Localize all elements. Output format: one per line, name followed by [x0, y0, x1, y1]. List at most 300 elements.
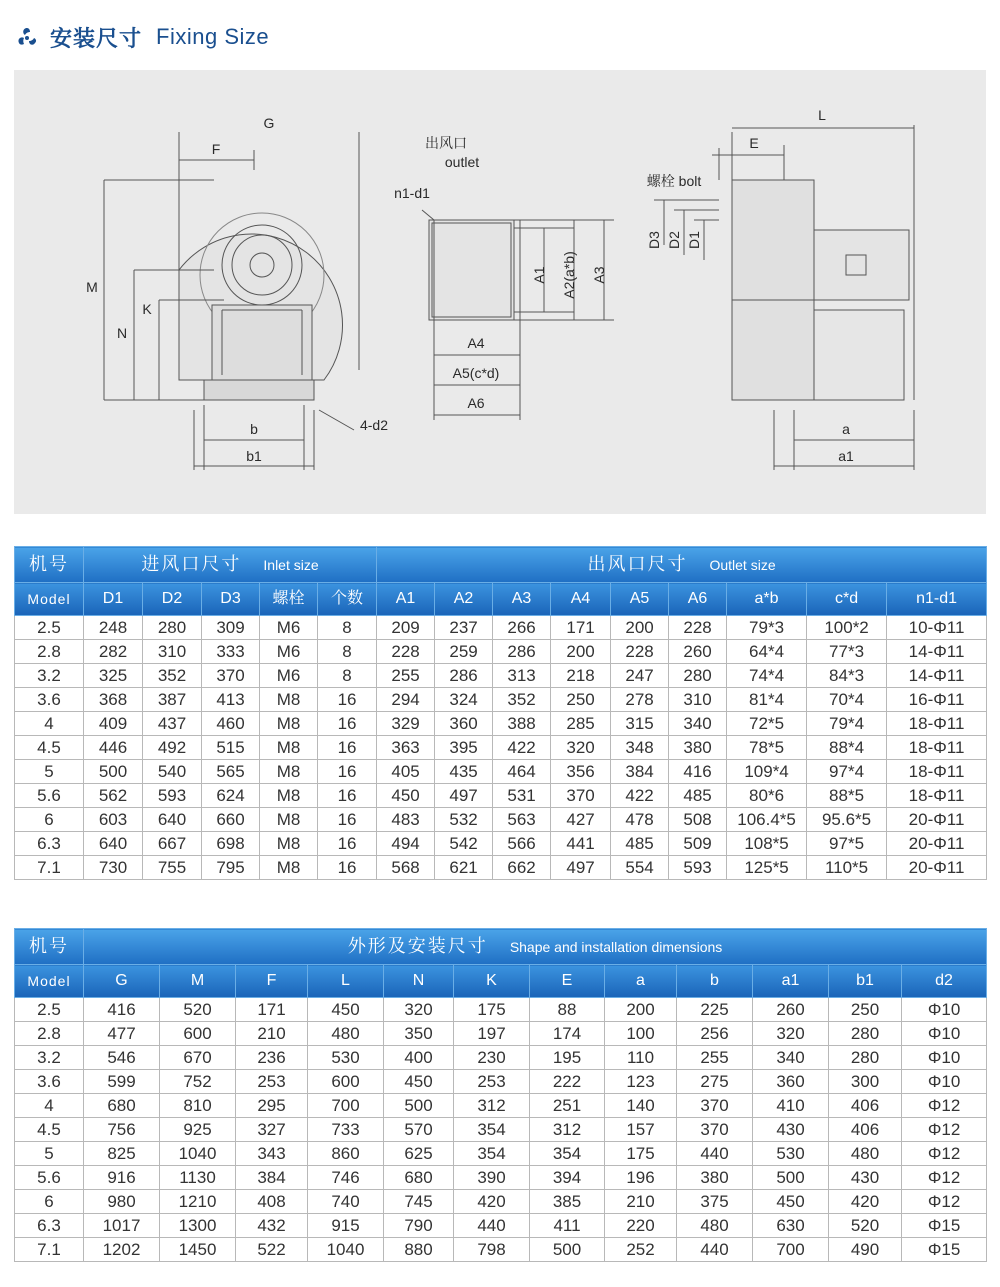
model-cell: 2.5: [15, 998, 84, 1022]
table-cell: 368: [84, 688, 143, 712]
table-cell: 280: [143, 616, 202, 640]
table-cell: 508: [669, 808, 727, 832]
table-cell: 522: [236, 1238, 308, 1262]
dim-d3: D3: [646, 231, 662, 249]
table-cell: 310: [143, 640, 202, 664]
table-cell: 532: [435, 808, 493, 832]
section-header: [14, 20, 269, 54]
column-header: c*d: [807, 583, 887, 616]
table-cell: 860: [308, 1142, 384, 1166]
table-cell: 430: [753, 1118, 829, 1142]
model-cell: 5: [15, 760, 84, 784]
table-cell: Φ12: [902, 1142, 987, 1166]
dim-d2-side: D2: [666, 231, 682, 249]
table-cell: 680: [84, 1094, 160, 1118]
table-cell: 237: [435, 616, 493, 640]
table-row: [15, 832, 987, 856]
model-cell: 7.1: [15, 1238, 84, 1262]
dim-b1: b1: [246, 448, 262, 464]
table-cell: 171: [236, 998, 308, 1022]
table-cell: Φ15: [902, 1214, 987, 1238]
table-cell: 492: [143, 736, 202, 760]
table-cell: 88*5: [807, 784, 887, 808]
drawing-canvas: [14, 70, 986, 514]
table-cell: 70*4: [807, 688, 887, 712]
table-cell: 360: [435, 712, 493, 736]
table-cell: 354: [454, 1142, 530, 1166]
technical-drawing: [14, 70, 986, 514]
dim-a1-outlet: A1: [531, 266, 547, 284]
table-cell: 20-Φ11: [887, 832, 987, 856]
table-row: [15, 1166, 987, 1190]
table-cell: 250: [551, 688, 611, 712]
table-row: [15, 1190, 987, 1214]
model-cell: 6: [15, 808, 84, 832]
column-header: L: [308, 965, 384, 998]
table-cell: 313: [493, 664, 551, 688]
table-cell: 416: [669, 760, 727, 784]
table-cell: 388: [493, 712, 551, 736]
table-cell: 174: [530, 1022, 605, 1046]
table-cell: 477: [84, 1022, 160, 1046]
table-cell: 200: [611, 616, 669, 640]
outlet-size-header: 出风口尺寸 Outlet size: [377, 547, 987, 583]
table-cell: 440: [677, 1142, 753, 1166]
column-header: A3: [493, 583, 551, 616]
table-cell: 200: [605, 998, 677, 1022]
table-cell: 10-Φ11: [887, 616, 987, 640]
table-cell: Φ15: [902, 1238, 987, 1262]
table-cell: 333: [202, 640, 260, 664]
table-cell: 600: [160, 1022, 236, 1046]
table-cell: M6: [260, 616, 318, 640]
dim-a3-outlet: A3: [591, 266, 607, 284]
table-row: [15, 664, 987, 688]
model-column-header: Model: [15, 965, 84, 998]
table-cell: 294: [377, 688, 435, 712]
table-cell: 798: [454, 1238, 530, 1262]
table-cell: 422: [493, 736, 551, 760]
table-cell: 275: [677, 1070, 753, 1094]
table-cell: 625: [384, 1142, 454, 1166]
table-cell: 78*5: [727, 736, 807, 760]
table-cell: 478: [611, 808, 669, 832]
table-cell: 280: [669, 664, 727, 688]
table-cell: 600: [308, 1070, 384, 1094]
table-cell: 72*5: [727, 712, 807, 736]
column-header: a*b: [727, 583, 807, 616]
table-cell: 405: [377, 760, 435, 784]
table-cell: 196: [605, 1166, 677, 1190]
table-cell: 563: [493, 808, 551, 832]
table-cell: 630: [753, 1214, 829, 1238]
dim-l: L: [818, 107, 826, 123]
table-row: [15, 1094, 987, 1118]
column-header: D2: [143, 583, 202, 616]
table-cell: 97*5: [807, 832, 887, 856]
dim-a2-outlet: A2(a*b): [561, 251, 577, 299]
table-cell: 14-Φ11: [887, 640, 987, 664]
table-cell: 16: [318, 688, 377, 712]
column-header: A6: [669, 583, 727, 616]
table-cell: 435: [435, 760, 493, 784]
table-cell: 312: [530, 1118, 605, 1142]
model-cell: 3.6: [15, 688, 84, 712]
table-cell: 380: [677, 1166, 753, 1190]
table-cell: 733: [308, 1118, 384, 1142]
dim-f: F: [211, 141, 221, 157]
table-cell: 485: [669, 784, 727, 808]
table-cell: 324: [435, 688, 493, 712]
table-row: [15, 1046, 987, 1070]
table-cell: 16: [318, 832, 377, 856]
shape-installation-table: [14, 928, 987, 1262]
table-cell: 325: [84, 664, 143, 688]
table-cell: 485: [611, 832, 669, 856]
table-cell: M8: [260, 688, 318, 712]
table-row: [15, 856, 987, 880]
table-cell: 370: [677, 1094, 753, 1118]
table-row: [15, 760, 987, 784]
table-cell: 400: [384, 1046, 454, 1070]
column-header: 螺栓: [260, 583, 318, 616]
table-cell: 225: [677, 998, 753, 1022]
table-cell: 79*4: [807, 712, 887, 736]
table-cell: 480: [308, 1022, 384, 1046]
table-cell: 752: [160, 1070, 236, 1094]
dim-n1-d1: n1-d1: [394, 185, 430, 201]
column-header: D1: [84, 583, 143, 616]
table-cell: 14-Φ11: [887, 664, 987, 688]
section-title-en: Fixing Size: [156, 24, 270, 49]
table-cell: 220: [605, 1214, 677, 1238]
model-header-zh: 机号: [15, 547, 84, 583]
table-cell: 97*4: [807, 760, 887, 784]
dim-d2: 4-d2: [359, 417, 389, 433]
dim-m: M: [86, 279, 98, 295]
table-cell: 394: [530, 1166, 605, 1190]
model-cell: 3.6: [15, 1070, 84, 1094]
table-cell: 175: [454, 998, 530, 1022]
table-cell: 520: [160, 998, 236, 1022]
model-cell: 6.3: [15, 1214, 84, 1238]
table-cell: 427: [551, 808, 611, 832]
table-cell: 680: [384, 1166, 454, 1190]
table-cell: 795: [202, 856, 260, 880]
table-cell: 542: [435, 832, 493, 856]
table-cell: 171: [551, 616, 611, 640]
table-cell: 408: [236, 1190, 308, 1214]
table-cell: 621: [435, 856, 493, 880]
table-cell: 755: [143, 856, 202, 880]
table-cell: 483: [377, 808, 435, 832]
table-cell: 500: [753, 1166, 829, 1190]
table-row: [15, 640, 987, 664]
table-cell: 1130: [160, 1166, 236, 1190]
model-cell: 3.2: [15, 1046, 84, 1070]
dim-a4: A4: [467, 335, 485, 351]
table-cell: 745: [384, 1190, 454, 1214]
shape-dimensions-header: 外形及安装尺寸 Shape and installation dimensions: [84, 929, 987, 965]
table-cell: 81*4: [727, 688, 807, 712]
table-cell: 200: [551, 640, 611, 664]
table-cell: 312: [454, 1094, 530, 1118]
table-cell: 348: [611, 736, 669, 760]
table-cell: 390: [454, 1166, 530, 1190]
table-cell: Φ12: [902, 1190, 987, 1214]
table-cell: 409: [84, 712, 143, 736]
table-cell: 370: [677, 1118, 753, 1142]
table-cell: M8: [260, 808, 318, 832]
table-cell: 568: [377, 856, 435, 880]
table-cell: 286: [493, 640, 551, 664]
model-cell: 7.1: [15, 856, 84, 880]
table-cell: 422: [611, 784, 669, 808]
table-cell: M8: [260, 832, 318, 856]
table-cell: 340: [753, 1046, 829, 1070]
column-header: G: [84, 965, 160, 998]
table-cell: 343: [236, 1142, 308, 1166]
table-cell: 253: [454, 1070, 530, 1094]
model-column-header: Model: [15, 583, 84, 616]
table-row: [15, 808, 987, 832]
table-cell: 218: [551, 664, 611, 688]
table-cell: 18-Φ11: [887, 712, 987, 736]
table-row: [15, 736, 987, 760]
column-header: a1: [753, 965, 829, 998]
table-cell: 430: [829, 1166, 902, 1190]
table-cell: 123: [605, 1070, 677, 1094]
table-cell: 250: [829, 998, 902, 1022]
table-row: [15, 712, 987, 736]
table-cell: 16: [318, 808, 377, 832]
table-cell: 566: [493, 832, 551, 856]
table-cell: 280: [829, 1046, 902, 1070]
table-cell: 450: [384, 1070, 454, 1094]
table-cell: 230: [454, 1046, 530, 1070]
model-cell: 4.5: [15, 736, 84, 760]
model-cell: 5.6: [15, 1166, 84, 1190]
column-header: E: [530, 965, 605, 998]
table-cell: 925: [160, 1118, 236, 1142]
table-cell: Φ12: [902, 1118, 987, 1142]
table-cell: 74*4: [727, 664, 807, 688]
table-cell: 8: [318, 616, 377, 640]
table-cell: 320: [384, 998, 454, 1022]
table-cell: 327: [236, 1118, 308, 1142]
table-cell: 222: [530, 1070, 605, 1094]
model-cell: 4: [15, 1094, 84, 1118]
table-cell: Φ10: [902, 1046, 987, 1070]
table-row: [15, 1022, 987, 1046]
section-title-zh: 安装尺寸: [50, 25, 143, 51]
table-cell: 352: [493, 688, 551, 712]
table-cell: 599: [84, 1070, 160, 1094]
table-cell: M8: [260, 736, 318, 760]
table-cell: 530: [753, 1142, 829, 1166]
table-cell: 280: [829, 1022, 902, 1046]
table-cell: 354: [530, 1142, 605, 1166]
model-cell: 5.6: [15, 784, 84, 808]
table-cell: 410: [753, 1094, 829, 1118]
dim-n: N: [116, 325, 128, 341]
table-cell: 209: [377, 616, 435, 640]
table-cell: 236: [236, 1046, 308, 1070]
table-cell: 825: [84, 1142, 160, 1166]
table-row: [15, 1142, 987, 1166]
table-cell: 350: [384, 1022, 454, 1046]
table-cell: 546: [84, 1046, 160, 1070]
table-cell: 411: [530, 1214, 605, 1238]
table-cell: 360: [753, 1070, 829, 1094]
table-cell: 500: [530, 1238, 605, 1262]
table-cell: 8: [318, 664, 377, 688]
table-cell: 375: [677, 1190, 753, 1214]
dim-e: E: [749, 135, 759, 151]
table-cell: 740: [308, 1190, 384, 1214]
table-cell: 810: [160, 1094, 236, 1118]
table-cell: 500: [384, 1094, 454, 1118]
table-cell: 413: [202, 688, 260, 712]
table-cell: 730: [84, 856, 143, 880]
table-cell: 20-Φ11: [887, 856, 987, 880]
table-cell: Φ12: [902, 1166, 987, 1190]
table-cell: 746: [308, 1166, 384, 1190]
table-row: [15, 1118, 987, 1142]
table-cell: 16: [318, 784, 377, 808]
table-cell: 531: [493, 784, 551, 808]
inlet-size-header: 进风口尺寸 Inlet size: [84, 547, 377, 583]
dim-a1-side: a1: [838, 448, 854, 464]
table-cell: M8: [260, 856, 318, 880]
table-cell: 260: [669, 640, 727, 664]
column-header: d2: [902, 965, 987, 998]
table-cell: 624: [202, 784, 260, 808]
column-header: K: [454, 965, 530, 998]
table-cell: 497: [551, 856, 611, 880]
dim-g: G: [263, 115, 275, 131]
model-cell: 4.5: [15, 1118, 84, 1142]
table-cell: 460: [202, 712, 260, 736]
table-cell: 1040: [308, 1238, 384, 1262]
table-cell: 16-Φ11: [887, 688, 987, 712]
model-cell: 3.2: [15, 664, 84, 688]
column-header: D3: [202, 583, 260, 616]
table-cell: 195: [530, 1046, 605, 1070]
column-header: A5: [611, 583, 669, 616]
table-cell: 300: [829, 1070, 902, 1094]
table-cell: 494: [377, 832, 435, 856]
table-cell: 915: [308, 1214, 384, 1238]
table-cell: 440: [677, 1238, 753, 1262]
model-header-zh-2: 机号: [15, 929, 84, 965]
model-cell: 4: [15, 712, 84, 736]
table-cell: 1202: [84, 1238, 160, 1262]
table-cell: 387: [143, 688, 202, 712]
column-header: M: [160, 965, 236, 998]
table-cell: 259: [435, 640, 493, 664]
table-cell: 384: [611, 760, 669, 784]
table-cell: 248: [84, 616, 143, 640]
table-cell: 570: [384, 1118, 454, 1142]
table-cell: 309: [202, 616, 260, 640]
table-cell: 266: [493, 616, 551, 640]
table-cell: 464: [493, 760, 551, 784]
table-cell: 363: [377, 736, 435, 760]
table-cell: 251: [530, 1094, 605, 1118]
table-cell: Φ10: [902, 998, 987, 1022]
table-cell: 370: [202, 664, 260, 688]
table-cell: M8: [260, 784, 318, 808]
dim-a6: A6: [467, 395, 485, 411]
table-cell: 106.4*5: [727, 808, 807, 832]
table-cell: 520: [829, 1214, 902, 1238]
dim-k: K: [142, 301, 152, 317]
table-cell: 450: [308, 998, 384, 1022]
table-cell: Φ10: [902, 1022, 987, 1046]
table-cell: 480: [829, 1142, 902, 1166]
column-header: A2: [435, 583, 493, 616]
column-header: A4: [551, 583, 611, 616]
table-cell: 278: [611, 688, 669, 712]
table-row: [15, 998, 987, 1022]
table-cell: 603: [84, 808, 143, 832]
column-header: A1: [377, 583, 435, 616]
dim-b: b: [250, 421, 258, 437]
column-header: N: [384, 965, 454, 998]
table-cell: 18-Φ11: [887, 760, 987, 784]
table-row: [15, 616, 987, 640]
table-cell: 282: [84, 640, 143, 664]
table-cell: 100: [605, 1022, 677, 1046]
table-cell: M8: [260, 712, 318, 736]
table-cell: 110*5: [807, 856, 887, 880]
table-cell: 228: [377, 640, 435, 664]
table-cell: 228: [669, 616, 727, 640]
table-cell: 515: [202, 736, 260, 760]
table-cell: 450: [377, 784, 435, 808]
table-cell: 64*4: [727, 640, 807, 664]
table-row: [15, 1214, 987, 1238]
table-cell: 662: [493, 856, 551, 880]
table-cell: 356: [551, 760, 611, 784]
table-cell: 437: [143, 712, 202, 736]
model-cell: 2.5: [15, 616, 84, 640]
table-cell: 80*6: [727, 784, 807, 808]
table-cell: 247: [611, 664, 669, 688]
column-header: F: [236, 965, 308, 998]
table-cell: 370: [551, 784, 611, 808]
table-cell: 562: [84, 784, 143, 808]
table-cell: 253: [236, 1070, 308, 1094]
table-cell: 260: [753, 998, 829, 1022]
table-cell: 210: [236, 1022, 308, 1046]
table-cell: 95.6*5: [807, 808, 887, 832]
table-cell: 660: [202, 808, 260, 832]
table-cell: 16: [318, 736, 377, 760]
table-cell: 255: [677, 1046, 753, 1070]
table-cell: 500: [84, 760, 143, 784]
fan-logo-icon: [14, 24, 40, 50]
column-header: b1: [829, 965, 902, 998]
table-cell: 640: [143, 808, 202, 832]
table-cell: 667: [143, 832, 202, 856]
table-cell: 406: [829, 1118, 902, 1142]
table-cell: 108*5: [727, 832, 807, 856]
table-cell: 756: [84, 1118, 160, 1142]
table-cell: 140: [605, 1094, 677, 1118]
outlet-title-en: outlet: [444, 154, 480, 170]
